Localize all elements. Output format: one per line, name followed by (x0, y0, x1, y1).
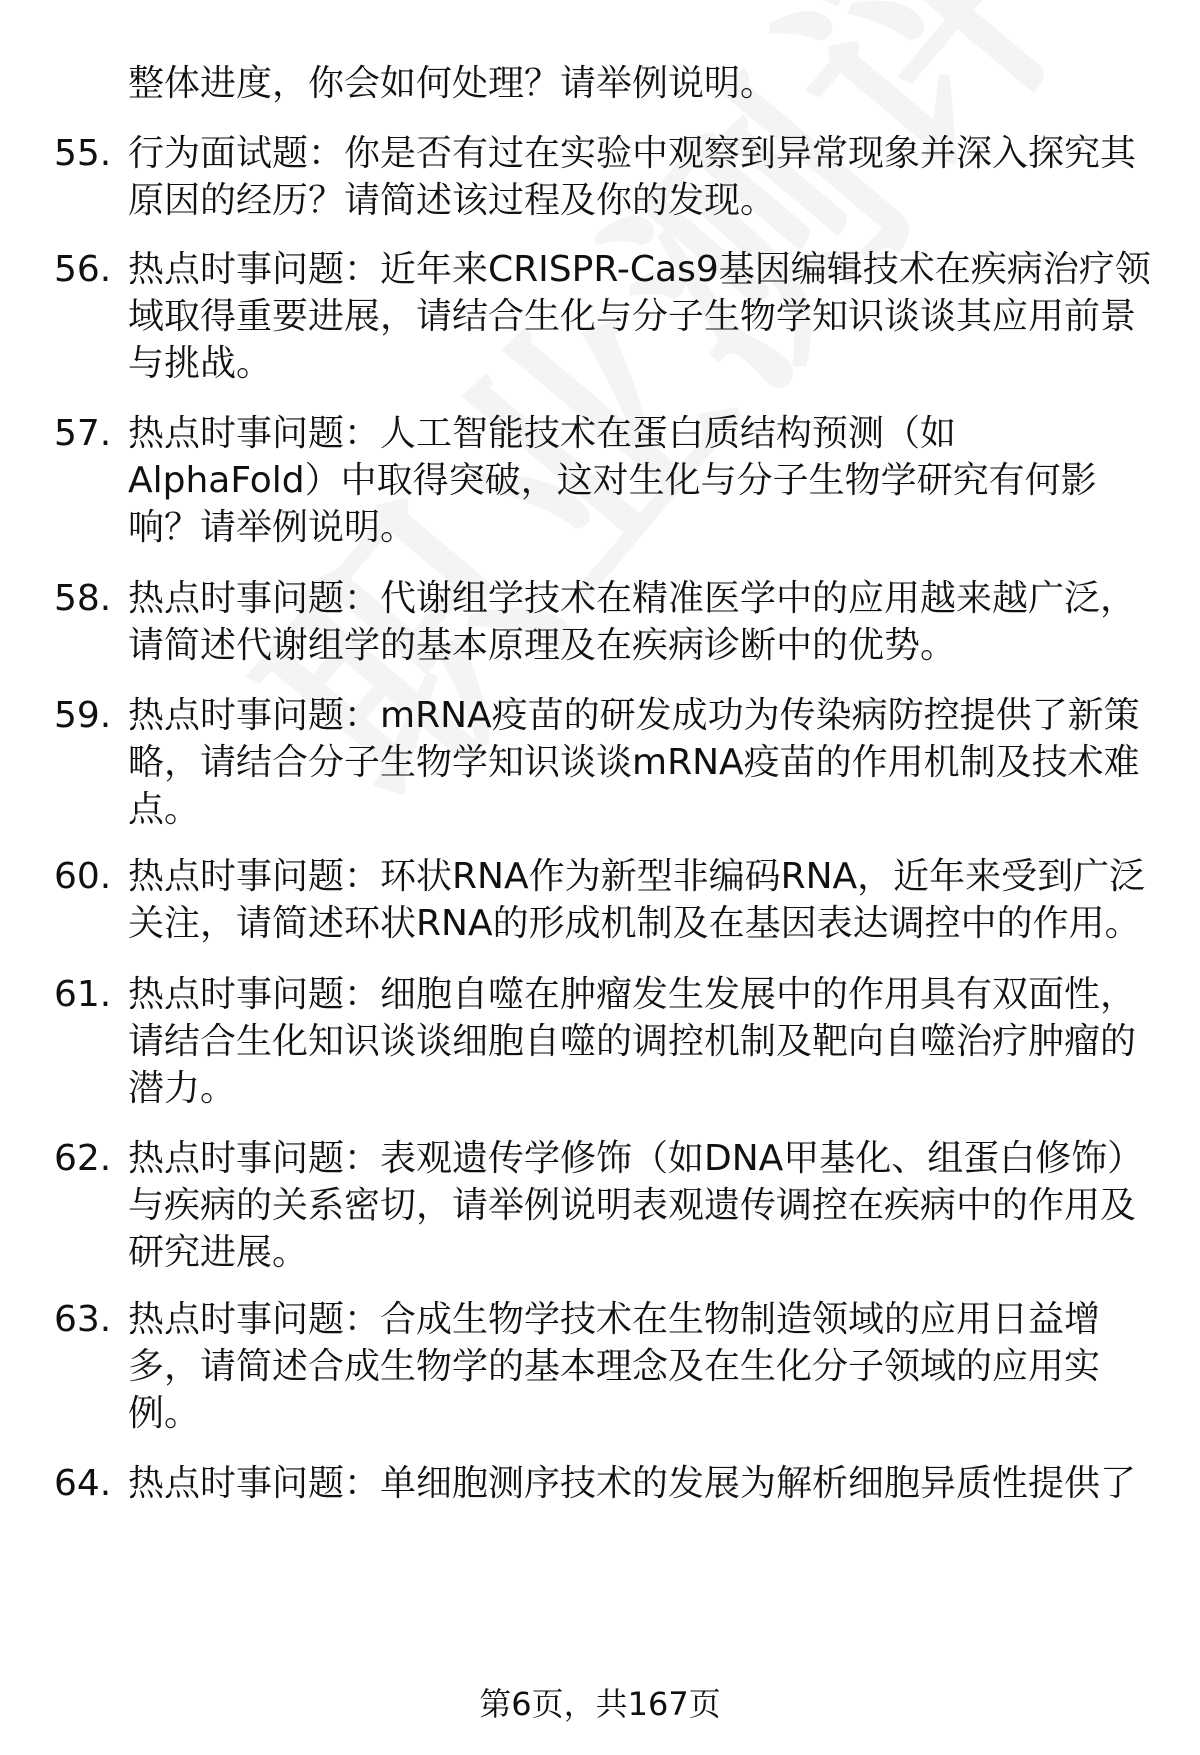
item-number: 61. (54, 974, 112, 1015)
item-number: 57. (54, 413, 112, 454)
item-text: 热点时事问题：单细胞测序技术的发展为解析细胞异质性提供了 (128, 1463, 1137, 1504)
item-text: 热点时事问题：近年来CRISPR-Cas9基因编辑技术在疾病治疗领 域取得重要进展，请结合生化与分子生物学知识谈谈其应用前景 与挑战。 (128, 249, 1151, 384)
item-number: 56. (54, 249, 112, 290)
item-number: 64. (54, 1463, 112, 1504)
item-text: 热点时事问题：代谢组学技术在精准医学中的应用越来越广泛， 请简述代谢组学的基本原理及在疾病诊断中的优势。 (128, 578, 1137, 666)
item-text: 热点时事问题：合成生物学技术在生物制造领域的应用日益增 多，请简述合成生物学的基本理念及在生化分子领域的应用实 例。 (128, 1299, 1101, 1434)
item-text: 热点时事问题：表观遗传学修饰（如DNA甲基化、组蛋白修饰） 与疾病的关系密切，请举例说明表观遗传调控在疾病中的作用及 研究进展。 (128, 1138, 1144, 1273)
item-text: 热点时事问题：环状RNA作为新型非编码RNA，近年来受到广泛 关注，请简述环状RNA的形成机制及在基因表达调控中的作用。 (128, 856, 1146, 944)
item-number: 62. (54, 1138, 112, 1179)
item-text: 热点时事问题：mRNA疫苗的研发成功为传染病防控提供了新策 略，请结合分子生物学知识谈谈mRNA疫苗的作用机制及技术难 点。 (128, 695, 1140, 830)
item-text: 行为面试题：你是否有过在实验中观察到异常现象并深入探究其 原因的经历？请简述该过程及你的发现。 (128, 133, 1137, 221)
item-text: 整体进度，你会如何处理？请举例说明。 (128, 63, 777, 104)
item-text: 热点时事问题：细胞自噬在肿瘤发生发展中的作用具有双面性， 请结合生化知识谈谈细胞自噬的调控机制及靶向自噬治疗肿瘤的 潜力。 (128, 974, 1137, 1109)
item-number: 59. (54, 695, 112, 736)
item-number: 60. (54, 856, 112, 897)
item-number: 55. (54, 133, 112, 174)
item-number: 63. (54, 1299, 112, 1340)
item-number: 58. (54, 578, 112, 619)
page-number: 第6页，共167页 (479, 1685, 721, 1723)
item-text: 热点时事问题：人工智能技术在蛋白质结构预测（如 AlphaFold）中取得突破，这对生化与分子生物学研究有何影 响？请举例说明。 (128, 413, 1097, 548)
